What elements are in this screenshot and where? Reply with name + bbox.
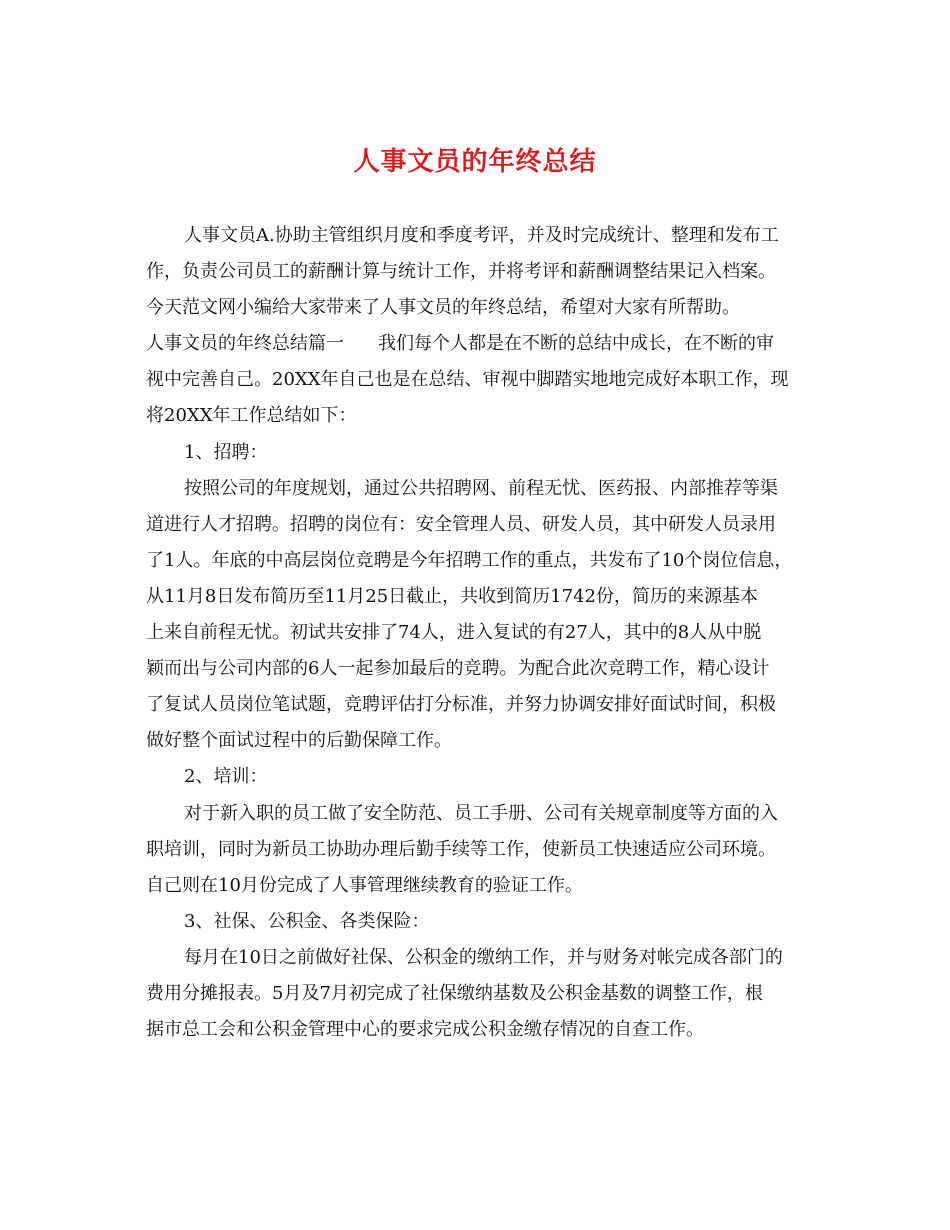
paragraph-line: 费用分摊报表。5月及7月初完成了社保缴纳基数及公积金基数的调整工作，根 <box>146 982 763 1004</box>
paragraph-line: 颖而出与公司内部的6人一起参加最后的竞聘。为配合此次竞聘工作，精心设计 <box>146 658 770 680</box>
paragraph-line: 作，负责公司员工的薪酬计算与统计工作，并将考评和薪酬调整结果记入档案。 <box>146 261 776 283</box>
section-heading: 人事文员的年终总结篇一 <box>146 333 344 355</box>
document-body <box>146 218 816 1048</box>
paragraph-line: 将20XX年工作总结如下： <box>146 405 357 427</box>
paragraph-line: 对于新入职的员工做了安全防范、员工手册、公司有关规章制度等方面的入 <box>184 802 778 824</box>
paragraph-line: 视中完善自己。20XX年自己也是在总结、审视中脚踏实地地完成好本职工作，现 <box>146 369 789 391</box>
paragraph-line: 从11月8日发布简历至11月25日截止，共收到简历1742份，简历的来源基本 <box>146 585 758 607</box>
paragraph-line: 据市总工会和公积金管理中心的要求完成公积金缴存情况的自查工作。 <box>146 1019 704 1041</box>
paragraph-line: 做好整个面试过程中的后勤保障工作。 <box>146 730 452 752</box>
paragraph-text: 我们每个人都是在不断的总结中成长，在不断的审 <box>378 333 774 355</box>
paragraph-line <box>146 326 816 362</box>
section-heading: 3、社保、公积金、各类保险： <box>184 910 430 932</box>
document-title: 人事文员的年终总结 <box>353 147 597 177</box>
paragraph-line: 上来自前程无忧。初试共安排了74人，进入复试的有27人，其中的8人从中脱 <box>146 622 762 644</box>
paragraph-line: 自己则在10月份完成了人事管理继续教育的验证工作。 <box>146 874 583 896</box>
paragraph-line: 今天范文网小编给大家带来了人事文员的年终总结，希望对大家有所帮助。 <box>146 297 740 319</box>
paragraph-line: 了1人。年底的中高层岗位竞聘是今年招聘工作的重点，共发布了10个岗位信息， <box>146 549 793 571</box>
paragraph-line: 人事文员A.协助主管组织月度和季度考评，并及时完成统计、整理和发布工 <box>184 225 779 246</box>
paragraph-line: 职培训，同时为新员工协助办理后勤手续等工作，使新员工快速适应公司环境。 <box>146 838 776 860</box>
section-heading: 1、招聘： <box>184 441 268 463</box>
paragraph-line: 按照公司的年度规划，通过公共招聘网、前程无忧、医药报、内部推荐等渠 <box>184 477 778 499</box>
section-heading: 2、培训： <box>184 766 268 788</box>
paragraph-line: 道进行人才招聘。招聘的岗位有：安全管理人员、研发人员，其中研发人员录用 <box>146 513 776 535</box>
paragraph-line: 了复试人员岗位笔试题，竞聘评估打分标准，并努力协调安排好面试时间，积极 <box>146 694 776 716</box>
paragraph-line: 每月在10日之前做好社保、公积金的缴纳工作，并与财务对帐完成各部门的 <box>184 946 783 968</box>
